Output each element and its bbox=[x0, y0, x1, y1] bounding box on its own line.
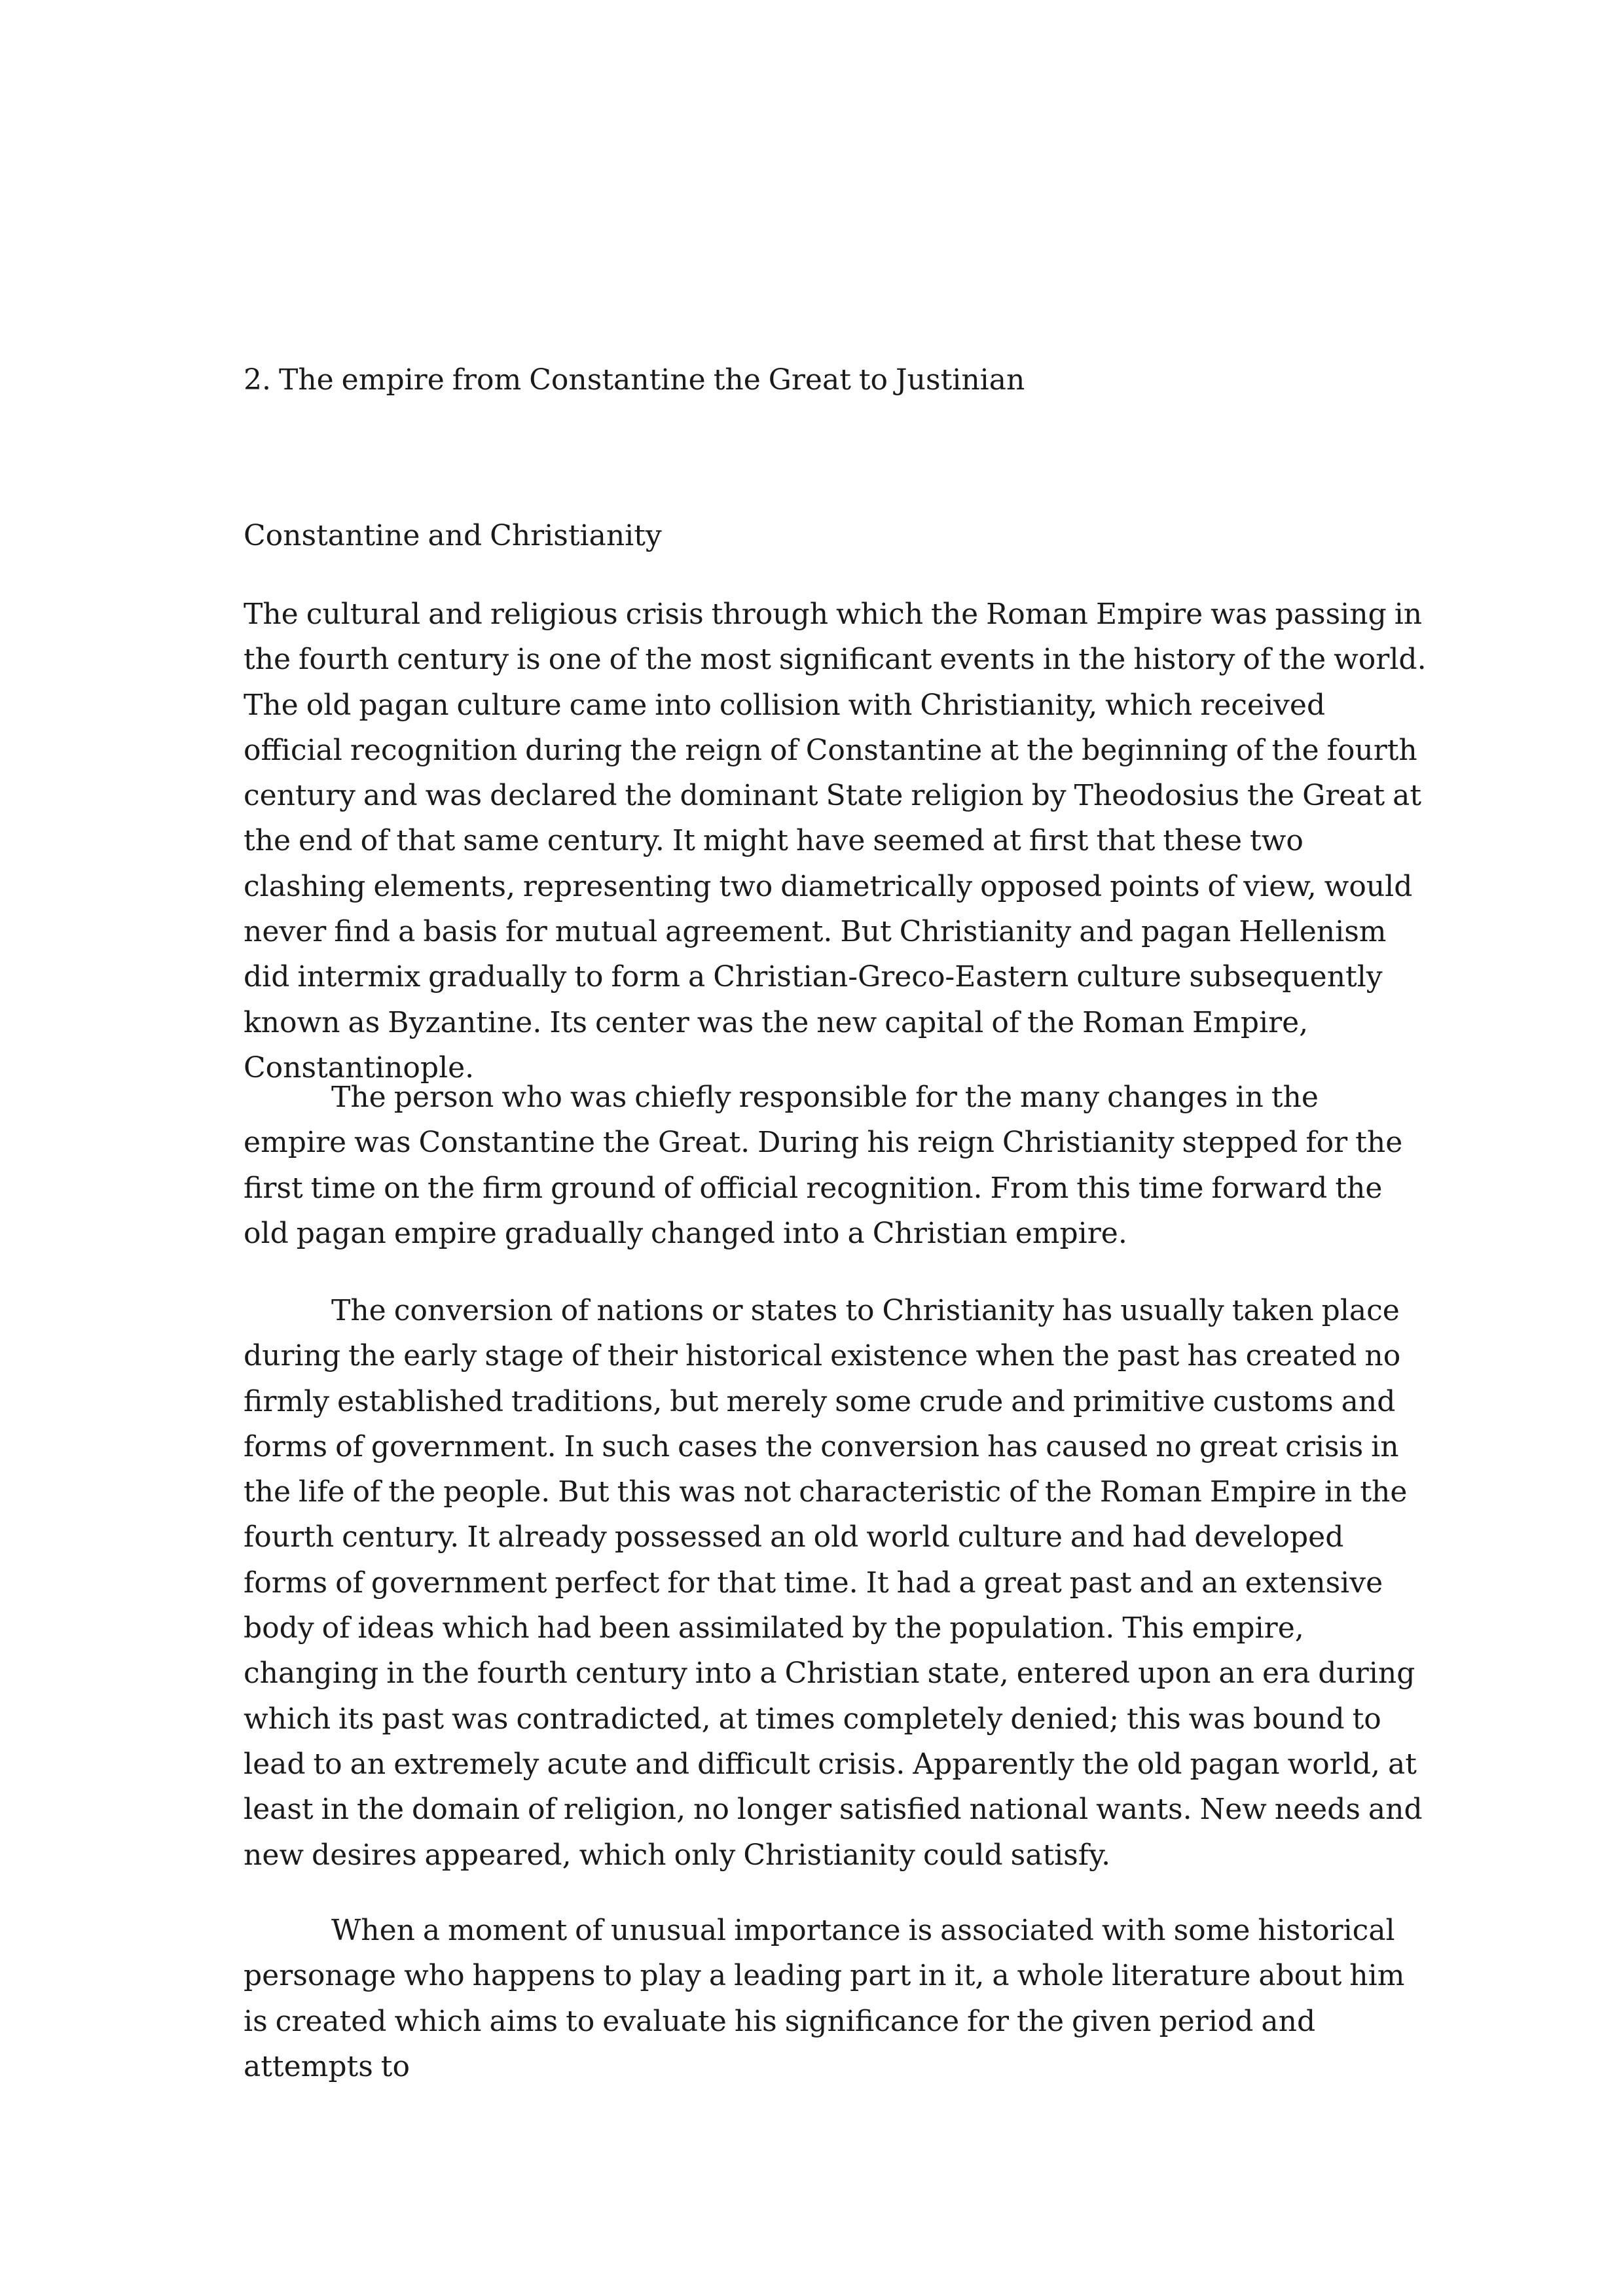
paragraph-2: The person who was chiefly responsible for the many changes in the empire was Constantine the Great. During his reign Christianity stepped for the first time on the firm ground of official recognition. From this time forward the old pagan empire gradually changed into a Christian empire. bbox=[244, 1081, 1403, 1250]
section-heading: Constantine and Christianity bbox=[244, 519, 662, 552]
paragraph-1: The cultural and religious crisis through which the Roman Empire was passing in the fourth century is one of the most significant events in the history of the world. The old pagan culture came into collision with Christianity, which received official recognition during the reign of Constantine at the beginning of the fourth century and was declared the dominant State religion by Theodosius the Great at the end of that same century. It might have seemed at first that these two clashing elements, representing two diametrically opposed points of view, would never find a basis for mutual agreement. But Christianity and pagan Hellenism did intermix gradually to form a Christian-Greco-Eastern culture subsequently known as Byzantine. Its center was the new capital of the Roman Empire, Constantinople. bbox=[244, 598, 1427, 1085]
paragraph-3: The conversion of nations or states to Christianity has usually taken place during the early stage of their historical existence when the past has created no firmly established traditions, but merely some crude and primitive customs and forms of government. In such cases the conversion has caused no great crisis in the life of the people. But this was not characteristic of the Roman Empire in the fourth century. It already possessed an old world culture and had developed forms of government perfect for that time. It had a great past and an extensive body of ideas which had been assimilated by the population. This empire, changing in the fourth century into a Christian state, entered upon an era during which its past was contradicted, at times completely denied; this was bound to lead to an extremely acute and difficult crisis. Apparently the old pagan world, at least in the domain of religion, no longer satisfied national wants. New needs and new desires appeared, which only Christianity could satisfy. bbox=[244, 1294, 1423, 1872]
paragraph-4: When a moment of unusual importance is associated with some historical personage who happens to play a leading part in it, a whole literature about him is created which aims to evaluate his significance for the given period and attempts to bbox=[244, 1914, 1405, 2083]
chapter-title: 2. The empire from Constantine the Great to Justinian bbox=[244, 363, 1025, 397]
